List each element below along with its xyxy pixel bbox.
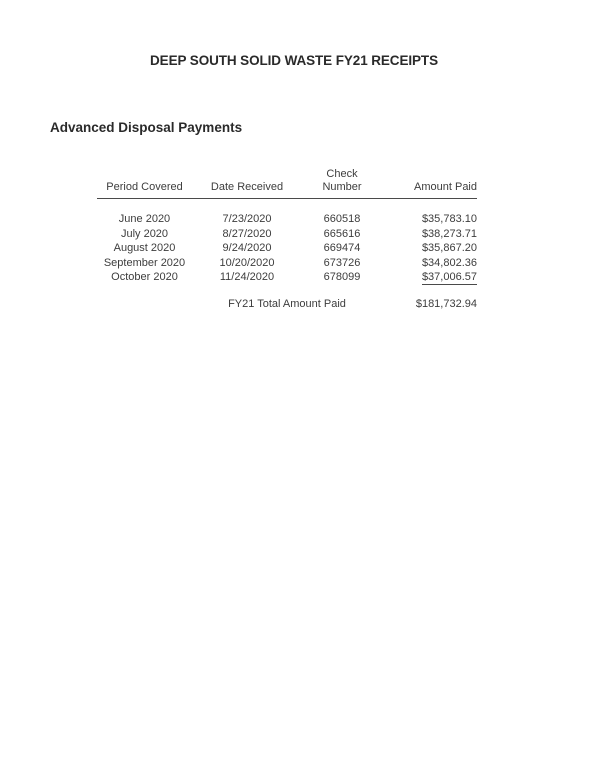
column-header-date-received: Date Received [210, 181, 284, 193]
cell-period: July 2020 [120, 227, 169, 240]
table-row [97, 241, 477, 256]
cell-date-received: 9/24/2020 [222, 242, 272, 255]
cell-date-received: 7/23/2020 [222, 213, 272, 225]
cell-check-number: 660518 [323, 213, 361, 225]
table-row [97, 270, 477, 285]
final-amount-underlined: $37,006.57 [421, 271, 477, 284]
column-header-amount-paid: Amount Paid [414, 181, 477, 193]
cell-amount-paid: $38,273.71 [421, 227, 477, 240]
section-heading: Advanced Disposal Payments [50, 120, 243, 135]
total-amount: $181,732.94 [415, 297, 477, 310]
table-body [97, 212, 477, 285]
cell-amount-paid [382, 270, 477, 285]
payments-table [97, 168, 477, 312]
total-row [97, 297, 477, 312]
cell-amount-paid: $35,783.10 [421, 213, 477, 225]
column-header-period-covered: Period Covered [106, 181, 183, 193]
cell-period: June 2020 [118, 213, 171, 225]
cell-check-number: 678099 [323, 271, 361, 284]
column-header-check-number [302, 168, 382, 194]
cell-period: September 2020 [103, 256, 186, 269]
cell-date-received: 10/20/2020 [219, 256, 275, 269]
table-row [97, 227, 477, 242]
cell-check-number: 673726 [323, 256, 361, 269]
cell-amount-paid: $34,802.36 [421, 256, 477, 269]
cell-period: October 2020 [111, 271, 178, 284]
total-label: FY21 Total Amount Paid [228, 297, 346, 310]
document-title: DEEP SOUTH SOLID WASTE FY21 RECEIPTS [150, 53, 438, 68]
check-header-line1: Check [326, 168, 358, 180]
cell-date-received: 11/24/2020 [219, 271, 275, 284]
cell-check-number: 669474 [323, 242, 361, 255]
cell-period: August 2020 [113, 242, 176, 255]
table-row [97, 212, 477, 227]
cell-amount-paid: $35,867.20 [421, 242, 477, 255]
cell-check-number: 665616 [323, 227, 361, 240]
table-header-row [97, 168, 477, 199]
table-row [97, 256, 477, 271]
cell-date-received: 8/27/2020 [222, 227, 272, 240]
check-header-line2: Number [322, 181, 362, 193]
